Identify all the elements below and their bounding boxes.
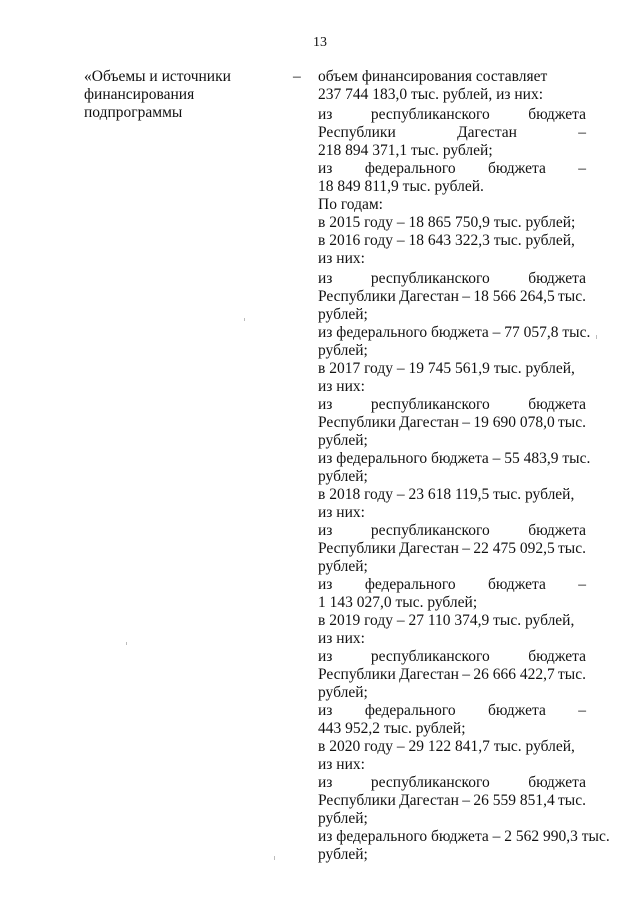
word: тыс.: [558, 288, 586, 305]
justified-line: [318, 396, 586, 414]
text-line: в 2015 году – 18 865 750,9 тыс. рублей;: [318, 214, 576, 231]
text-line: 218 894 371,1 тыс. рублей;: [318, 142, 493, 159]
word: тыс.: [558, 414, 586, 431]
scan-artifact: [596, 335, 597, 339]
scan-artifact: [244, 318, 245, 321]
word: тыс.: [558, 666, 586, 683]
word: республиканского: [370, 774, 490, 791]
separator-dash: –: [293, 68, 301, 85]
word: –: [578, 160, 586, 177]
word: –: [462, 666, 471, 683]
word: Республики: [318, 540, 396, 557]
word: –: [578, 124, 586, 141]
justified-line: [318, 450, 591, 468]
text-line: из них:: [318, 630, 365, 647]
text-line: 1 143 027,0 тыс. рублей;: [318, 594, 478, 611]
word: тыс.: [558, 792, 586, 809]
scan-artifact: [274, 856, 275, 860]
word: Дагестан: [399, 414, 459, 431]
justified-line: [318, 576, 586, 594]
word: Республики: [318, 124, 396, 141]
justified-line: [318, 124, 586, 142]
justified-line: [318, 288, 586, 306]
word: –: [462, 288, 471, 305]
word: 22 475 092,5: [473, 540, 555, 557]
justified-line: [318, 792, 586, 810]
text-line: из них:: [318, 504, 365, 521]
word: 19 690 078,0: [473, 414, 555, 431]
word: бюджета: [528, 522, 586, 539]
word: –: [462, 540, 471, 557]
justified-line: [318, 540, 586, 558]
justified-line: [318, 648, 586, 666]
text-line: По годам:: [318, 196, 383, 213]
text-line: в 2017 году – 19 745 561,9 тыс. рублей,: [318, 360, 575, 377]
text-line: рублей;: [318, 342, 368, 359]
justified-line: [318, 106, 586, 124]
funding-details: [318, 68, 610, 864]
word: –: [578, 702, 586, 719]
word: 18 566 264,5: [473, 288, 555, 305]
text-line: рублей;: [318, 810, 368, 827]
word: бюджета: [528, 106, 586, 123]
word: бюджета: [528, 774, 586, 791]
page-number: 13: [313, 35, 327, 50]
justified-line: [318, 270, 586, 288]
text-line: из них:: [318, 250, 365, 267]
word: из: [318, 160, 333, 177]
word: Республики: [318, 414, 396, 431]
word: Дагестан: [399, 540, 459, 557]
word: 26 559 851,4: [473, 792, 555, 809]
word: 26 666 422,7: [473, 666, 555, 683]
text-line: в 2018 году – 23 618 119,5 тыс. рублей,: [318, 486, 575, 503]
word: федерального: [364, 160, 456, 177]
word: –: [462, 414, 471, 431]
word: Республики: [318, 666, 396, 683]
word: Дагестан: [457, 124, 517, 141]
section-label-line: подпрограммы: [84, 104, 183, 121]
text-line: в 2019 году – 27 110 374,9 тыс. рублей,: [318, 612, 575, 629]
word: из: [318, 396, 333, 413]
text-line: 18 849 811,9 тыс. рублей.: [318, 178, 484, 195]
text-line: рублей;: [318, 306, 368, 323]
justified-line: [318, 522, 586, 540]
word: федерального: [364, 576, 456, 593]
word: из: [318, 270, 333, 287]
word: –: [578, 576, 586, 593]
justified-line: [318, 702, 586, 720]
text-line: из них:: [318, 378, 365, 395]
word: тыс.: [558, 540, 586, 557]
text-line: объем финансирования составляет: [318, 68, 548, 85]
text-line: в 2016 году – 18 643 322,3 тыс. рублей,: [318, 232, 575, 249]
word: республиканского: [370, 106, 490, 123]
word: бюджета: [488, 160, 546, 177]
justified-line: [318, 414, 586, 432]
scan-artifact: [126, 642, 127, 645]
text-line: 443 952,2 тыс. рублей;: [318, 720, 466, 737]
text-line: рублей;: [318, 468, 368, 485]
word: из: [318, 774, 333, 791]
justified-line: [318, 160, 586, 178]
word: бюджета: [528, 648, 586, 665]
justified-line: [318, 324, 591, 342]
section-label-line: финансирования: [84, 86, 195, 103]
text-line: рублей;: [318, 432, 368, 449]
word: из федерального бюджета – 2 562 990,3 тыс.: [318, 828, 610, 845]
text-line: в 2020 году – 29 122 841,7 тыс. рублей,: [318, 738, 575, 755]
word: из: [318, 648, 333, 665]
word: бюджета: [488, 702, 546, 719]
word: Дагестан: [399, 792, 459, 809]
word: –: [462, 792, 471, 809]
word: из: [318, 702, 333, 719]
word: Дагестан: [399, 666, 459, 683]
word: из: [318, 576, 333, 593]
word: бюджета: [528, 270, 586, 287]
text-line: рублей;: [318, 558, 368, 575]
justified-line: [318, 774, 586, 792]
text-line: рублей;: [318, 684, 368, 701]
section-label-line: «Объемы и источники: [84, 68, 231, 85]
word: республиканского: [370, 648, 490, 665]
word: Дагестан: [399, 288, 459, 305]
text-line: рублей;: [318, 846, 368, 863]
word: республиканского: [370, 270, 490, 287]
word: бюджета: [488, 576, 546, 593]
word: из федерального бюджета – 77 057,8 тыс.: [318, 324, 591, 341]
word: из: [318, 522, 333, 539]
justified-line: [318, 666, 586, 684]
justified-line: [318, 828, 610, 846]
word: Республики: [318, 792, 396, 809]
text-line: из них:: [318, 756, 365, 773]
section-label: [84, 68, 284, 122]
word: Республики: [318, 288, 396, 305]
word: бюджета: [528, 396, 586, 413]
word: республиканского: [370, 522, 490, 539]
word: из федерального бюджета – 55 483,9 тыс.: [318, 450, 591, 467]
word: федерального: [364, 702, 456, 719]
text-line: 237 744 183,0 тыс. рублей, из них:: [318, 86, 544, 103]
word: из: [318, 106, 333, 123]
word: республиканского: [370, 396, 490, 413]
